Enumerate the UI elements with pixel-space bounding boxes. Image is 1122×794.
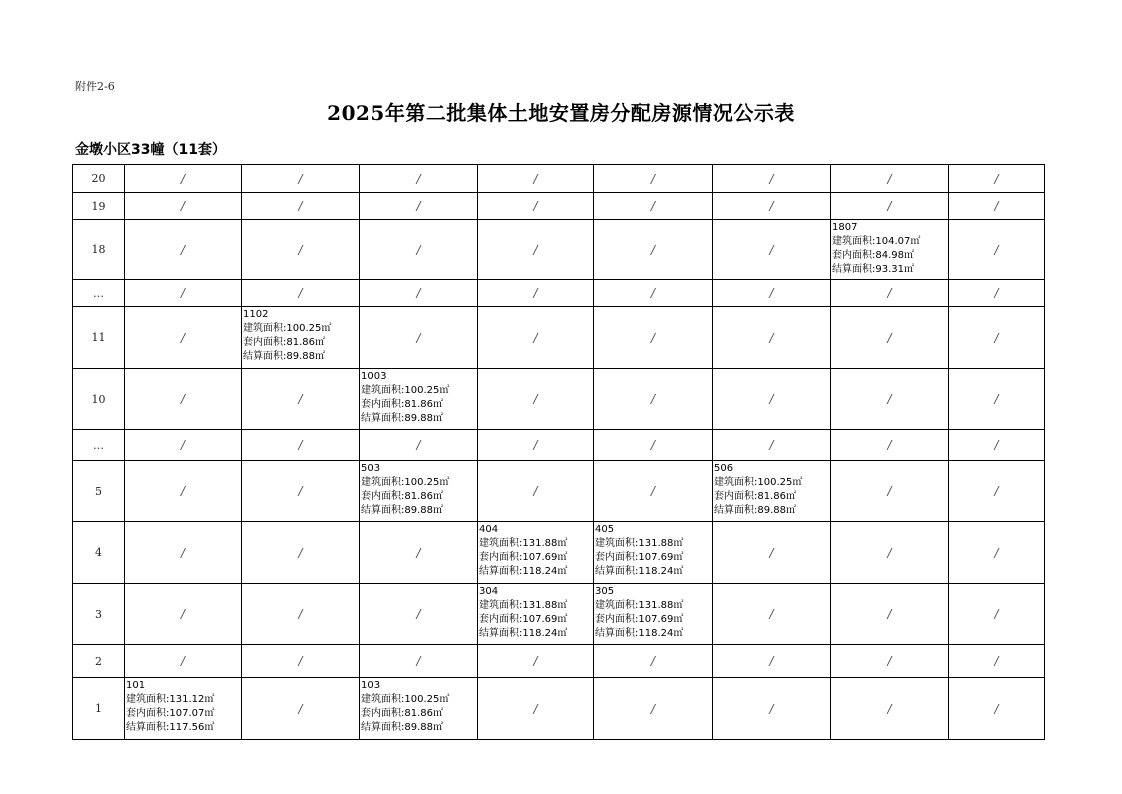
empty-cell: / bbox=[478, 678, 594, 740]
empty-cell: / bbox=[360, 430, 478, 461]
empty-cell: / bbox=[478, 220, 594, 280]
empty-cell: / bbox=[713, 678, 831, 740]
empty-cell: / bbox=[713, 522, 831, 584]
table-row bbox=[73, 165, 1045, 193]
settlement-area: 结算面积:89.88㎡ bbox=[243, 351, 325, 362]
housing-allocation-table bbox=[72, 164, 1045, 740]
settlement-area: 结算面积:93.31㎡ bbox=[832, 264, 914, 275]
unit-number: 404 bbox=[479, 524, 499, 535]
unit-number: 405 bbox=[595, 524, 615, 535]
empty-cell: / bbox=[125, 430, 242, 461]
empty-cell: / bbox=[360, 645, 478, 678]
empty-cell: / bbox=[242, 165, 360, 193]
building-area: 建筑面积:100.25㎡ bbox=[361, 694, 450, 705]
building-area: 建筑面积:131.88㎡ bbox=[595, 538, 684, 549]
empty-cell: / bbox=[125, 584, 242, 645]
empty-cell: / bbox=[949, 645, 1045, 678]
empty-cell: / bbox=[242, 645, 360, 678]
settlement-area: 结算面积:117.56㎡ bbox=[126, 722, 215, 733]
empty-cell: / bbox=[125, 369, 242, 430]
settlement-area: 结算面积:89.88㎡ bbox=[361, 505, 443, 516]
table-row bbox=[73, 193, 1045, 220]
floor-label: 1 bbox=[73, 678, 125, 740]
floor-label: 20 bbox=[73, 165, 125, 193]
unit-number: 1102 bbox=[243, 309, 269, 320]
floor-label: … bbox=[73, 430, 125, 461]
empty-cell: / bbox=[478, 193, 594, 220]
empty-cell: / bbox=[125, 193, 242, 220]
empty-cell: / bbox=[125, 522, 242, 584]
empty-cell: / bbox=[713, 369, 831, 430]
empty-cell: / bbox=[594, 220, 713, 280]
building-area: 建筑面积:100.25㎡ bbox=[361, 385, 450, 396]
empty-cell: / bbox=[949, 584, 1045, 645]
inner-area: 套内面积:81.86㎡ bbox=[714, 491, 796, 502]
empty-cell: / bbox=[949, 280, 1045, 307]
empty-cell: / bbox=[831, 678, 949, 740]
unit-number: 305 bbox=[595, 586, 615, 597]
floor-label: 11 bbox=[73, 307, 125, 369]
empty-cell: / bbox=[713, 280, 831, 307]
empty-cell: / bbox=[478, 165, 594, 193]
unit-cell bbox=[125, 678, 242, 740]
settlement-area: 结算面积:89.88㎡ bbox=[361, 413, 443, 424]
empty-cell: / bbox=[713, 307, 831, 369]
empty-cell: / bbox=[713, 430, 831, 461]
attachment-label: 附件2-6 bbox=[75, 80, 115, 93]
empty-cell: / bbox=[360, 307, 478, 369]
table-row bbox=[73, 522, 1045, 584]
empty-cell: / bbox=[594, 165, 713, 193]
empty-cell: / bbox=[949, 220, 1045, 280]
inner-area: 套内面积:81.86㎡ bbox=[243, 337, 325, 348]
inner-area: 套内面积:81.86㎡ bbox=[361, 399, 443, 410]
building-area: 建筑面积:100.25㎡ bbox=[361, 477, 450, 488]
empty-cell: / bbox=[831, 165, 949, 193]
empty-cell: / bbox=[949, 522, 1045, 584]
floor-label: 19 bbox=[73, 193, 125, 220]
empty-cell: / bbox=[242, 369, 360, 430]
empty-cell: / bbox=[360, 193, 478, 220]
unit-cell bbox=[478, 522, 594, 584]
empty-cell: / bbox=[594, 280, 713, 307]
table-row bbox=[73, 220, 1045, 280]
empty-cell: / bbox=[949, 193, 1045, 220]
settlement-area: 结算面积:118.24㎡ bbox=[595, 628, 684, 639]
empty-cell: / bbox=[125, 461, 242, 522]
empty-cell: / bbox=[713, 645, 831, 678]
empty-cell: / bbox=[242, 678, 360, 740]
unit-number: 506 bbox=[714, 463, 734, 474]
floor-label: 18 bbox=[73, 220, 125, 280]
empty-cell: / bbox=[478, 461, 594, 522]
inner-area: 套内面积:84.98㎡ bbox=[832, 250, 914, 261]
unit-number: 503 bbox=[361, 463, 381, 474]
empty-cell: / bbox=[242, 193, 360, 220]
inner-area: 套内面积:107.07㎡ bbox=[126, 708, 215, 719]
empty-cell: / bbox=[949, 461, 1045, 522]
empty-cell: / bbox=[242, 220, 360, 280]
empty-cell: / bbox=[360, 165, 478, 193]
empty-cell: / bbox=[125, 645, 242, 678]
empty-cell: / bbox=[949, 369, 1045, 430]
empty-cell: / bbox=[242, 522, 360, 584]
unit-cell bbox=[242, 307, 360, 369]
empty-cell: / bbox=[949, 430, 1045, 461]
unit-cell bbox=[594, 584, 713, 645]
empty-cell: / bbox=[594, 645, 713, 678]
empty-cell: / bbox=[594, 369, 713, 430]
empty-cell: / bbox=[125, 280, 242, 307]
empty-cell: / bbox=[594, 430, 713, 461]
floor-label: 5 bbox=[73, 461, 125, 522]
building-area: 建筑面积:100.25㎡ bbox=[714, 477, 803, 488]
empty-cell: / bbox=[125, 165, 242, 193]
table-row bbox=[73, 430, 1045, 461]
empty-cell: / bbox=[242, 280, 360, 307]
building-area: 建筑面积:131.88㎡ bbox=[479, 538, 568, 549]
empty-cell: / bbox=[594, 678, 713, 740]
empty-cell: / bbox=[360, 584, 478, 645]
empty-cell: / bbox=[478, 369, 594, 430]
empty-cell: / bbox=[713, 584, 831, 645]
empty-cell: / bbox=[594, 461, 713, 522]
inner-area: 套内面积:107.69㎡ bbox=[595, 614, 684, 625]
empty-cell: / bbox=[831, 369, 949, 430]
table-row bbox=[73, 369, 1045, 430]
table-row bbox=[73, 307, 1045, 369]
empty-cell: / bbox=[831, 280, 949, 307]
floor-label: 2 bbox=[73, 645, 125, 678]
floor-label: 4 bbox=[73, 522, 125, 584]
inner-area: 套内面积:81.86㎡ bbox=[361, 491, 443, 502]
empty-cell: / bbox=[360, 280, 478, 307]
empty-cell: / bbox=[594, 193, 713, 220]
unit-number: 103 bbox=[361, 680, 381, 691]
unit-number: 1003 bbox=[361, 371, 387, 382]
table-row bbox=[73, 280, 1045, 307]
building-subtitle: 金墩小区33幢（11套） bbox=[75, 142, 226, 158]
unit-cell bbox=[478, 584, 594, 645]
empty-cell: / bbox=[242, 430, 360, 461]
empty-cell: / bbox=[478, 307, 594, 369]
empty-cell: / bbox=[831, 307, 949, 369]
inner-area: 套内面积:107.69㎡ bbox=[479, 614, 568, 625]
empty-cell: / bbox=[831, 461, 949, 522]
empty-cell: / bbox=[831, 584, 949, 645]
empty-cell: / bbox=[360, 522, 478, 584]
empty-cell: / bbox=[242, 584, 360, 645]
settlement-area: 结算面积:89.88㎡ bbox=[714, 505, 796, 516]
empty-cell: / bbox=[713, 193, 831, 220]
floor-label: 10 bbox=[73, 369, 125, 430]
empty-cell: / bbox=[831, 522, 949, 584]
table-row bbox=[73, 584, 1045, 645]
building-area: 建筑面积:131.12㎡ bbox=[126, 694, 215, 705]
settlement-area: 结算面积:118.24㎡ bbox=[479, 628, 568, 639]
unit-cell bbox=[360, 678, 478, 740]
unit-cell bbox=[713, 461, 831, 522]
page-title: 2025年第二批集体土地安置房分配房源情况公示表 bbox=[327, 101, 795, 125]
table-row bbox=[73, 461, 1045, 522]
empty-cell: / bbox=[478, 645, 594, 678]
building-area: 建筑面积:131.88㎡ bbox=[595, 600, 684, 611]
empty-cell: / bbox=[949, 678, 1045, 740]
floor-label: … bbox=[73, 280, 125, 307]
building-area: 建筑面积:131.88㎡ bbox=[479, 600, 568, 611]
empty-cell: / bbox=[125, 220, 242, 280]
empty-cell: / bbox=[949, 165, 1045, 193]
empty-cell: / bbox=[831, 193, 949, 220]
unit-number: 304 bbox=[479, 586, 499, 597]
unit-cell bbox=[360, 461, 478, 522]
empty-cell: / bbox=[831, 645, 949, 678]
floor-label: 3 bbox=[73, 584, 125, 645]
settlement-area: 结算面积:118.24㎡ bbox=[479, 566, 568, 577]
empty-cell: / bbox=[713, 220, 831, 280]
unit-number: 101 bbox=[126, 680, 146, 691]
building-area: 建筑面积:104.07㎡ bbox=[832, 236, 921, 247]
empty-cell: / bbox=[360, 220, 478, 280]
inner-area: 套内面积:81.86㎡ bbox=[361, 708, 443, 719]
building-area: 建筑面积:100.25㎡ bbox=[243, 323, 332, 334]
unit-cell bbox=[831, 220, 949, 280]
empty-cell: / bbox=[125, 307, 242, 369]
empty-cell: / bbox=[478, 430, 594, 461]
empty-cell: / bbox=[478, 280, 594, 307]
empty-cell: / bbox=[713, 165, 831, 193]
unit-cell bbox=[594, 522, 713, 584]
empty-cell: / bbox=[242, 461, 360, 522]
table-row bbox=[73, 645, 1045, 678]
inner-area: 套内面积:107.69㎡ bbox=[479, 552, 568, 563]
settlement-area: 结算面积:118.24㎡ bbox=[595, 566, 684, 577]
settlement-area: 结算面积:89.88㎡ bbox=[361, 722, 443, 733]
unit-number: 1807 bbox=[832, 222, 858, 233]
empty-cell: / bbox=[831, 430, 949, 461]
unit-cell bbox=[360, 369, 478, 430]
empty-cell: / bbox=[594, 307, 713, 369]
inner-area: 套内面积:107.69㎡ bbox=[595, 552, 684, 563]
empty-cell: / bbox=[949, 307, 1045, 369]
table-row bbox=[73, 678, 1045, 740]
